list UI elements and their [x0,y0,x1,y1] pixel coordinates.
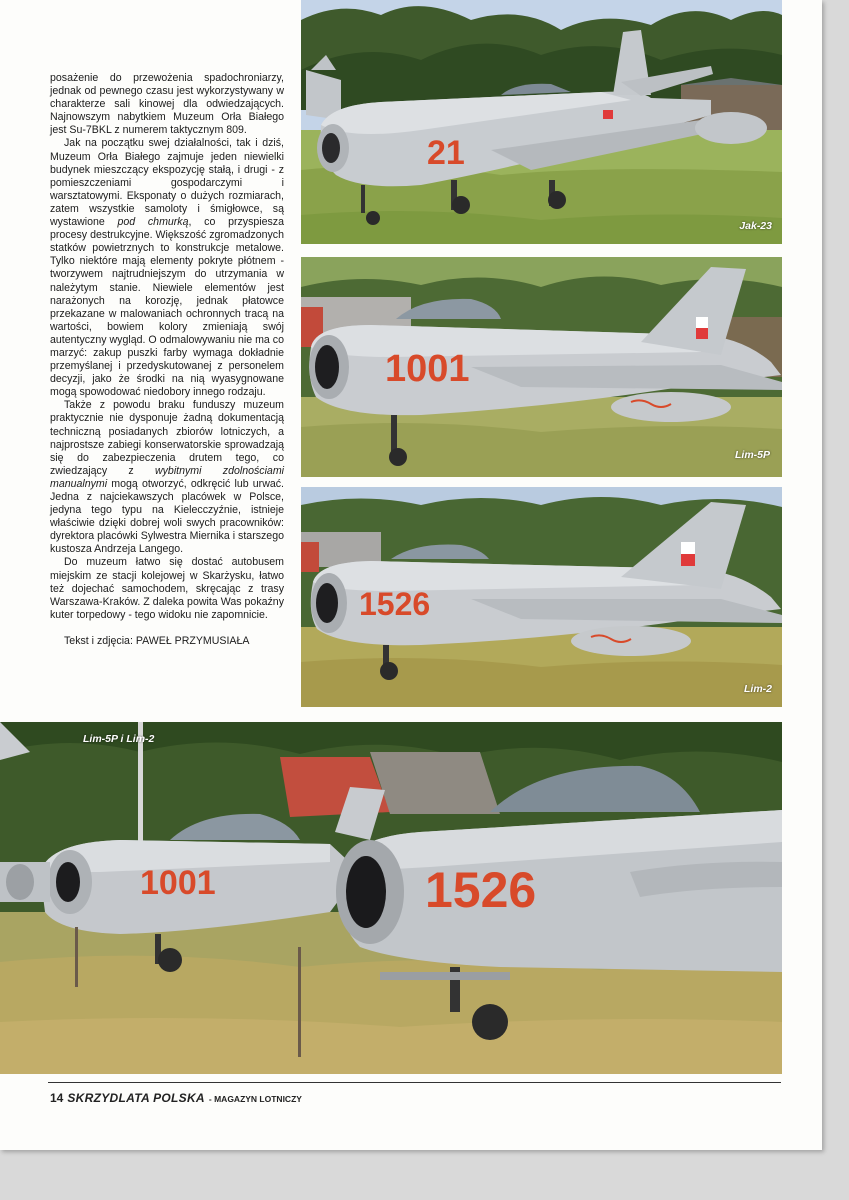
paragraph-3 [50,399,284,556]
photo-jak-23 [301,0,782,244]
paragraph-4: Do muzeum łatwo się dostać autobusem miejskim ze stacji kolejowej w Skarżysku, łatwo też dojechać samochodem, skręcając z trasy Warszawa-Kraków. Z daleka powita Was pokaźny kuter torpedowy - tego widoku nie zapomnicie. [50,556,284,621]
tactical-number-1001-group: 1001 [140,864,216,902]
page-number: 14 [50,1091,64,1105]
paragraph-1: posażenie do przewożenia spadochroniarzy, jednak od pewnego czasu jest wykorzystywany w charakterze sali kinowej dla odwiedzających. Najnowszym nabytkiem Muzeum Orła Białego jest Su-7BKL z numerem taktycznym 809. [50,72,284,137]
article-column [50,72,284,648]
author-credit: Tekst i zdjęcia: PAWEŁ PRZYMUSIAŁA [64,634,250,647]
page-footer [50,1091,302,1105]
photo-caption-lim-5p-and-lim-2: Lim-5P i Lim-2 [83,733,155,745]
paragraph-3-emphasis: wybitnymi zdolnościami manualnymi [50,464,285,490]
tactical-number-1526-group: 1526 [425,862,537,918]
photo-caption-lim-2: Lim-2 [743,683,772,695]
tactical-number-21: 21 [427,134,465,172]
paragraph-2-emphasis: pod chmurką [117,216,189,229]
photo-lim-5p-and-lim-2-image [0,722,782,1074]
photo-lim-5p [301,257,782,477]
paragraph-2 [50,137,284,399]
paragraph-3-text-b: mogą otworzyć, odkręcić lub urwać. Jedna z najciekawszych placówek w Polsce, jedyna tego typu na Kielecczyźnie, istnieje właściwie dzięki dobrej woli swych pracowników: dyrektora placówki Sylwestra Miernika i starszego kustosza Andrzeja Langego. [50,477,284,556]
magazine-subtitle: - MAGAZYN LOTNICZY [208,1094,302,1104]
photo-caption-jak-23: Jak-23 [739,220,772,232]
photo-lim-2-image [301,487,782,707]
photo-lim-5p-image [301,257,782,477]
magazine-brand: SKRZYDLATA POLSKA [67,1091,205,1105]
tactical-number-1526: 1526 [359,586,431,622]
photo-lim-2 [301,487,782,707]
paragraph-3-text-a: Także z powodu braku funduszy muzeum praktycznie nie dysponuje żadną dokumentacją techniczną posiadanych zbiorów lotniczych, a najprostsze zabiegi konserwatorskie sprowadzają się do zabezpieczenia drutem tego, co zwiedzający z [50,399,284,477]
tactical-number-1001: 1001 [385,348,470,390]
photo-caption-lim-5p: Lim-5P [734,449,770,461]
footer-rule [48,1082,781,1083]
paragraph-2-text-b: , co przyspiesza procesy destrukcyjne. Większość zgromadzonych statków powietrznych to konstrukcje metalowe. Tylko niektóre mają elementy pokryte płótnem - tworzywem najtrudniejszym do utrzymania w należytym stanie. Niewiele elementów jest narażonych na korozję, jednak płatowce przekazane w malowaniach ochronnych tracą na wartości, bowiem kolory zmieniają swój autentyczny wygląd. O odmalowywaniu nie ma co marzyć: zakup puszki farby wymaga dokładnie przemyślanej i przedyskutowanej z personelem decyzji, jako że środki na nią wyasygnowane mogą spowodować niedobory innego rodzaju. [50,216,284,399]
paragraph-2-text-a: Jak na początku swej działalności, tak i dziś, Muzeum Orła Białego zajmuje jeden niewielki budynek mieszczący ekspozycję stałą, i drugi - z pomieszczeniami gospodarczymi i warsztatowymi. Eksponaty o dużych rozmiarach, zatem wszystkie samoloty i śmigłowce, są wystawione [50,137,284,229]
photo-jak-23-image [301,0,782,244]
photo-lim-5p-and-lim-2 [0,722,782,1074]
